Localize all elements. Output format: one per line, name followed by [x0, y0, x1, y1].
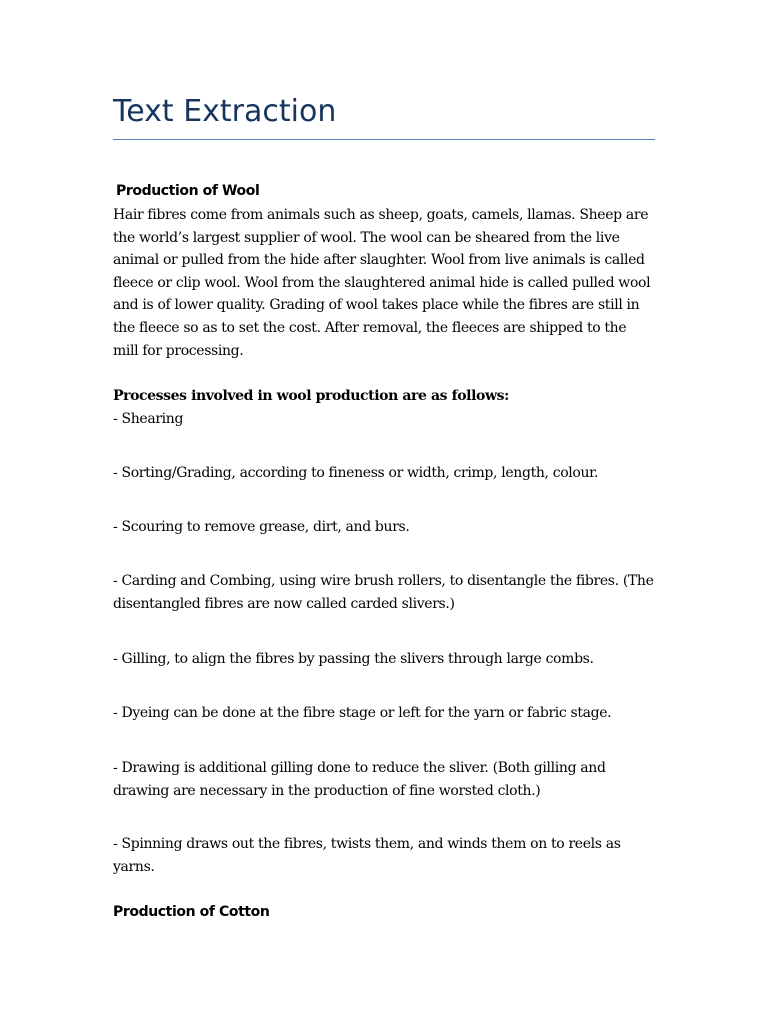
process-step-gilling: - Gilling, to align the fibres by passing the slivers through large combs.: [113, 651, 594, 667]
wool-intro-paragraph: Hair fibres come from animals such as sheep, goats, camels, llamas. Sheep are the world’s largest supplier of wool. The wool can be sheared from the live animal or pulled from the hide after slaughter. Wool from live animals is called fleece or clip wool. Wool from the slaughtered animal hide is called pulled wool and is of lower quality. Grading of wool takes place while the fibres are still in the fleece so as to set the cost. After removal, the fleeces are shipped to the mill for processing.: [113, 207, 651, 359]
process-step-carding: - Carding and Combing, using wire brush rollers, to disentangle the fibres. (The disentangled fibres are now called carded slivers.): [113, 573, 654, 612]
process-step-drawing: - Drawing is additional gilling done to reduce the sliver. (Both gilling and drawing are necessary in the production of fine worsted cloth.): [113, 760, 606, 799]
process-step-spinning: - Spinning draws out the fibres, twists them, and winds them on to reels as yarns.: [113, 836, 621, 875]
title-underline: [113, 139, 655, 140]
section-heading-wool: Production of Wool: [116, 183, 260, 199]
process-step-sorting: - Sorting/Grading, according to fineness or width, crimp, length, colour.: [113, 465, 599, 481]
process-step-dyeing: - Dyeing can be done at the fibre stage or left for the yarn or fabric stage.: [113, 705, 612, 721]
section-heading-cotton: Production of Cotton: [113, 904, 270, 920]
document-title: Text Extraction: [113, 94, 337, 129]
processes-heading: Processes involved in wool production are as follows:: [113, 388, 509, 404]
process-step-shearing: - Shearing: [113, 411, 184, 427]
process-step-scouring: - Scouring to remove grease, dirt, and burs.: [113, 519, 410, 535]
